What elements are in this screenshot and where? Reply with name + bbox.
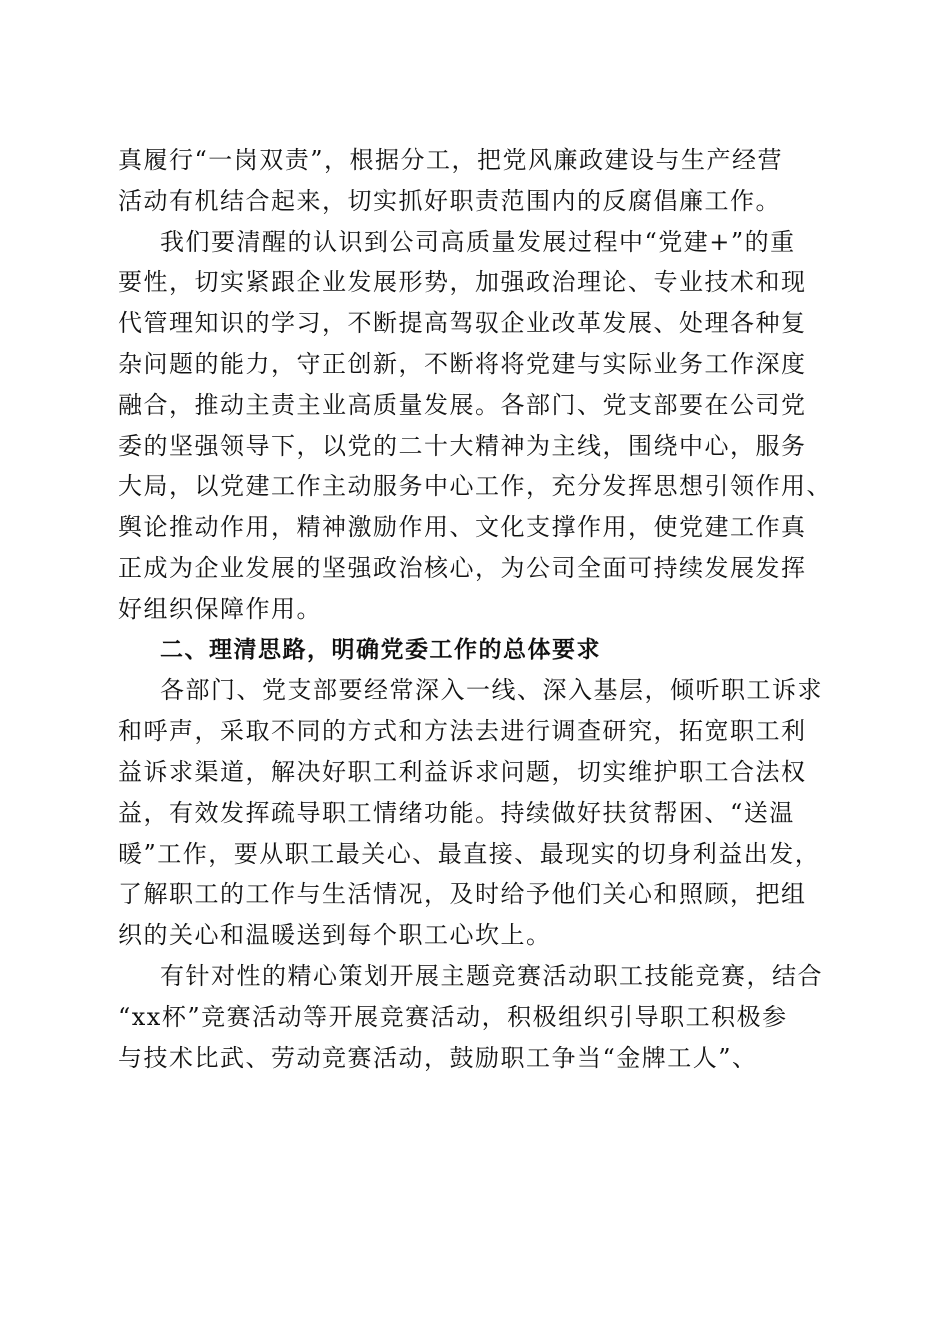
body-line: 织的关心和温暖送到每个职工心坎上。 <box>118 921 552 950</box>
body-line: 益诉求渠道，解决好职工利益诉求问题，切实维护职工合法权 <box>118 757 807 786</box>
paragraph-first-line: 我们要清醒的认识到公司高质量发展过程中“党建+”的重 <box>160 227 796 256</box>
paragraph-first-line: 有针对性的精心策划开展主题竞赛活动职工技能竞赛，结合 <box>160 961 823 990</box>
paragraph-first-line: 各部门、党支部要经常深入一线、深入基层，倾听职工诉求 <box>160 676 823 705</box>
body-line: 真履行“一岗双责”，根据分工，把党风廉政建设与生产经营 <box>118 146 784 174</box>
body-line: 了解职工的工作与生活情况，及时给予他们关心和照顾，把组 <box>118 880 807 909</box>
body-line: 融合，推动主责主业高质量发展。各部门、党支部要在公司党 <box>118 390 807 419</box>
body-line: 活动有机结合起来，切实抓好职责范围内的反腐倡廉工作。 <box>118 186 781 215</box>
body-line: 正成为企业发展的坚强政治核心，为公司全面可持续发展发挥 <box>118 553 807 582</box>
body-line: 要性，切实紧跟企业发展形势，加强政治理论、专业技术和现 <box>118 268 807 297</box>
body-line: 和呼声，采取不同的方式和方法去进行调查研究，拓宽职工利 <box>118 717 807 746</box>
body-line: “xx杯”竞赛活动等开展竞赛活动，积极组织引导职工积极参 <box>118 1002 788 1031</box>
body-line: 代管理知识的学习，不断提高驾驭企业改革发展、处理各种复 <box>118 309 807 338</box>
body-line: 与技术比武、劳动竞赛活动，鼓励职工争当“金牌工人”、 <box>118 1043 758 1072</box>
body-line: 舆论推动作用，精神激励作用、文化支撑作用，使党建工作真 <box>118 513 807 542</box>
body-line: 杂问题的能力，守正创新，不断将将党建与实际业务工作深度 <box>118 349 807 378</box>
body-line: 暖”工作，要从职工最关心、最直接、最现实的切身利益出发， <box>118 839 821 868</box>
section-heading: 二、理清思路，明确党委工作的总体要求 <box>160 636 601 663</box>
body-line: 好组织保障作用。 <box>118 594 322 623</box>
body-line: 益，有效发挥疏导职工情绪功能。持续做好扶贫帮困、“送温 <box>118 798 795 827</box>
body-line: 大局，以党建工作主动服务中心工作，充分发挥思想引领作用、 <box>118 472 832 501</box>
body-line: 委的坚强领导下，以党的二十大精神为主线，围绕中心，服务 <box>118 431 807 460</box>
document-body <box>118 140 832 1078</box>
